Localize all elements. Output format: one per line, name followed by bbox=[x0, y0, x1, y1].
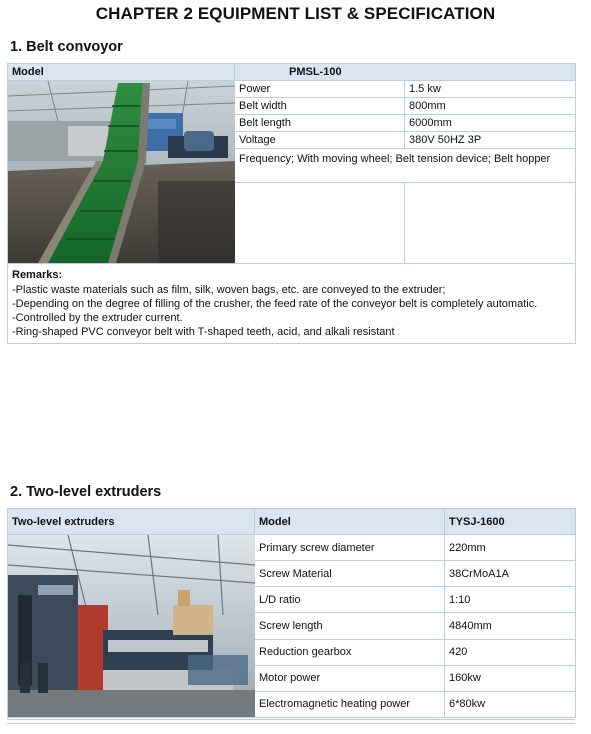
remark-item: -Plastic waste materials such as film, silk, woven bags, etc. are conveyed to the extruder; bbox=[12, 284, 446, 296]
empty-cell bbox=[405, 183, 576, 264]
spec-label: Electromagnetic heating power bbox=[255, 691, 445, 717]
belt-conveyor-photo bbox=[8, 81, 235, 264]
spec-label: Reduction gearbox bbox=[255, 639, 445, 665]
spec-value: 1.5 kw bbox=[405, 81, 576, 98]
features-text: Frequency; With moving wheel; Belt tension device; Belt hopper bbox=[235, 149, 576, 183]
table-header-row bbox=[8, 509, 576, 535]
spec-label: Motor power bbox=[255, 665, 445, 691]
spec-value: 4840mm bbox=[445, 613, 576, 639]
spec-label: Screw Material bbox=[255, 561, 445, 587]
remarks-cell bbox=[8, 264, 576, 344]
remarks-title: Remarks: bbox=[12, 269, 63, 281]
spec-value: 160kw bbox=[445, 665, 576, 691]
table-bottom-border bbox=[7, 719, 575, 724]
header-value: PMSL-100 bbox=[235, 64, 576, 81]
extruder-photo bbox=[8, 535, 255, 718]
spec-value: 6000mm bbox=[405, 115, 576, 132]
section-heading-extruders: 2. Two-level extruders bbox=[10, 484, 162, 500]
header-name: Two-level extruders bbox=[8, 509, 255, 535]
spec-value: 420 bbox=[445, 639, 576, 665]
table-row bbox=[8, 535, 576, 561]
remark-item: -Ring-shaped PVC conveyor belt with T-shaped teeth, acid, and alkali resistant bbox=[12, 326, 395, 338]
spec-value: 380V 50HZ 3P bbox=[405, 132, 576, 149]
spec-label: L/D ratio bbox=[255, 587, 445, 613]
spec-label: Belt length bbox=[235, 115, 405, 132]
extruder-spec-table bbox=[7, 508, 576, 718]
header-label: Model bbox=[8, 64, 235, 81]
spec-label: Screw length bbox=[255, 613, 445, 639]
page-title: CHAPTER 2 EQUIPMENT LIST & SPECIFICATION bbox=[95, 4, 496, 23]
header-label: Model bbox=[255, 509, 445, 535]
spec-value: 800mm bbox=[405, 98, 576, 115]
belt-conveyor-image bbox=[8, 81, 235, 263]
remark-item: -Controlled by the extruder current. bbox=[12, 312, 183, 324]
extruder-image bbox=[8, 535, 255, 717]
spec-label: Primary screw diameter bbox=[255, 535, 445, 561]
remark-item: -Depending on the degree of filling of the crusher, the feed rate of the conveyor belt is completely automatic. bbox=[12, 298, 538, 310]
spec-value: 6*80kw bbox=[445, 691, 576, 717]
section-heading-belt-conveyor: 1. Belt convoyor bbox=[10, 39, 123, 55]
spec-value: 1:10 bbox=[445, 587, 576, 613]
spec-value: 38CrMoA1A bbox=[445, 561, 576, 587]
spec-label: Belt width bbox=[235, 98, 405, 115]
empty-cell bbox=[235, 183, 405, 264]
belt-conveyor-spec-table bbox=[7, 63, 576, 344]
table-header-row bbox=[8, 64, 576, 81]
spec-label: Power bbox=[235, 81, 405, 98]
table-row bbox=[8, 81, 576, 98]
spec-value: 220mm bbox=[445, 535, 576, 561]
remarks-row bbox=[8, 264, 576, 344]
spec-label: Voltage bbox=[235, 132, 405, 149]
header-value: TYSJ-1600 bbox=[445, 509, 576, 535]
